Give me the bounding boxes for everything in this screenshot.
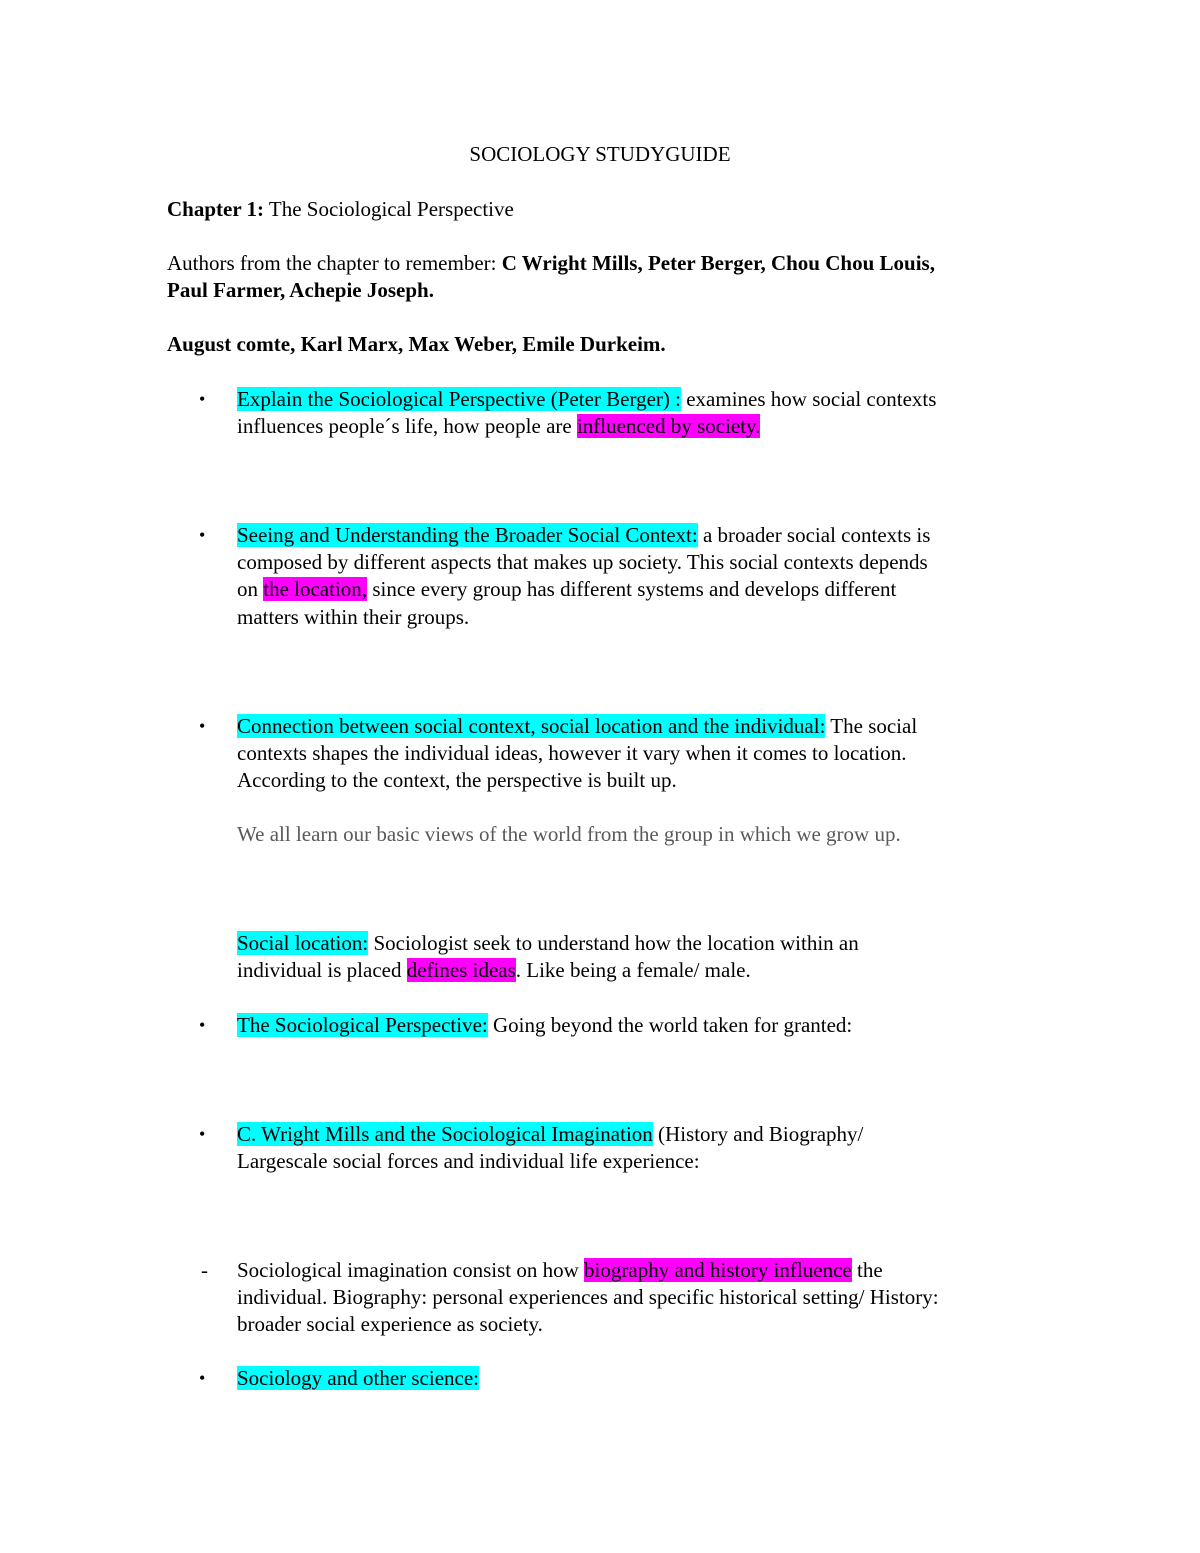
bullet-6: •	[199, 1368, 206, 1388]
bullet-5: •	[199, 1124, 206, 1144]
item1-line-1	[237, 385, 936, 413]
item4-line-1	[237, 1011, 852, 1039]
item3-line-3: According to the context, the perspective is built up.	[237, 768, 677, 792]
item4-highlight: The Sociological Perspective:	[237, 1013, 488, 1037]
item6-highlight: Sociology and other science:	[237, 1366, 480, 1390]
dash-item-highlight: biography and history influence	[584, 1258, 852, 1282]
bullet-2: •	[199, 525, 206, 545]
chapter-label: Chapter 1:	[167, 197, 265, 221]
bullet-4: •	[199, 1015, 206, 1035]
item3-line-2: contexts shapes the individual ideas, however it vary when it comes to location.	[237, 741, 907, 765]
item1-line2-text: influences people´s life, how people are	[237, 414, 577, 438]
dash-item-line-2: individual. Biography: personal experiences and specific historical setting/ History:	[237, 1285, 939, 1309]
item3-rest: The social	[825, 714, 918, 738]
item2-line3-rest: since every group has different systems and develops different	[367, 577, 897, 601]
dash-item-rest: the	[851, 1258, 883, 1282]
authors-prefix: Authors from the chapter to remember:	[167, 251, 502, 275]
social-location-line2-prefix: individual is placed	[237, 958, 407, 982]
item3-highlight: Connection between social context, social location and the individual:	[237, 714, 826, 738]
bullet-1: •	[199, 389, 206, 409]
item2-line-3	[237, 575, 896, 603]
item1-line2-highlight: influenced by society.	[576, 414, 761, 438]
chapter-text: The Sociological Perspective	[264, 197, 514, 221]
social-location-line2-highlight: defines ideas	[406, 958, 516, 982]
item5-line-2: Largescale social forces and individual life experience:	[237, 1149, 700, 1173]
social-location-highlight: Social location:	[237, 931, 369, 955]
item3-line-1	[237, 712, 917, 740]
social-location-line2-rest: . Like being a female/ male.	[515, 958, 751, 982]
item2-line-2: composed by different aspects that makes up society. This social contexts depends	[237, 550, 928, 574]
item2-line3-highlight: the location,	[263, 577, 368, 601]
dash-marker: -	[201, 1258, 208, 1282]
item4-rest: Going beyond the world taken for granted:	[487, 1013, 853, 1037]
item2-highlight: Seeing and Understanding the Broader Social Context:	[237, 523, 698, 547]
item2-rest: a broader social contexts is	[697, 523, 931, 547]
document-title: SOCIOLOGY STUDYGUIDE	[469, 142, 731, 166]
item3-quote: We all learn our basic views of the world from the group in which we grow up.	[237, 822, 901, 846]
chapter-heading	[167, 195, 514, 223]
item1-rest: examines how social contexts	[680, 387, 937, 411]
dash-item-prefix: Sociological imagination consist on how	[237, 1258, 585, 1282]
item2-line-1	[237, 521, 930, 549]
social-location-line-2	[237, 956, 751, 984]
social-location-rest: Sociologist seek to understand how the location within an	[368, 931, 859, 955]
item1-line-2	[237, 412, 760, 440]
authors-names-1: C Wright Mills, Peter Berger, Chou Chou Louis,	[501, 251, 935, 275]
social-location-line-1	[237, 929, 859, 957]
bullet-3: •	[199, 716, 206, 736]
authors-line-1	[167, 249, 935, 277]
item6-line-1	[237, 1364, 479, 1392]
classic-authors: August comte, Karl Marx, Max Weber, Emile Durkeim.	[167, 332, 666, 356]
item5-highlight: C. Wright Mills and the Sociological Imagination	[237, 1122, 653, 1146]
dash-item-line-1	[237, 1256, 883, 1284]
item5-line-1	[237, 1120, 863, 1148]
item1-highlight: Explain the Sociological Perspective (Peter Berger) :	[237, 387, 681, 411]
dash-item-line-3: broader social experience as society.	[237, 1312, 543, 1336]
item5-rest: (History and Biography/	[652, 1122, 864, 1146]
item2-line3-prefix: on	[237, 577, 264, 601]
authors-line-2: Paul Farmer, Achepie Joseph.	[167, 278, 434, 302]
item2-line-4: matters within their groups.	[237, 605, 470, 629]
